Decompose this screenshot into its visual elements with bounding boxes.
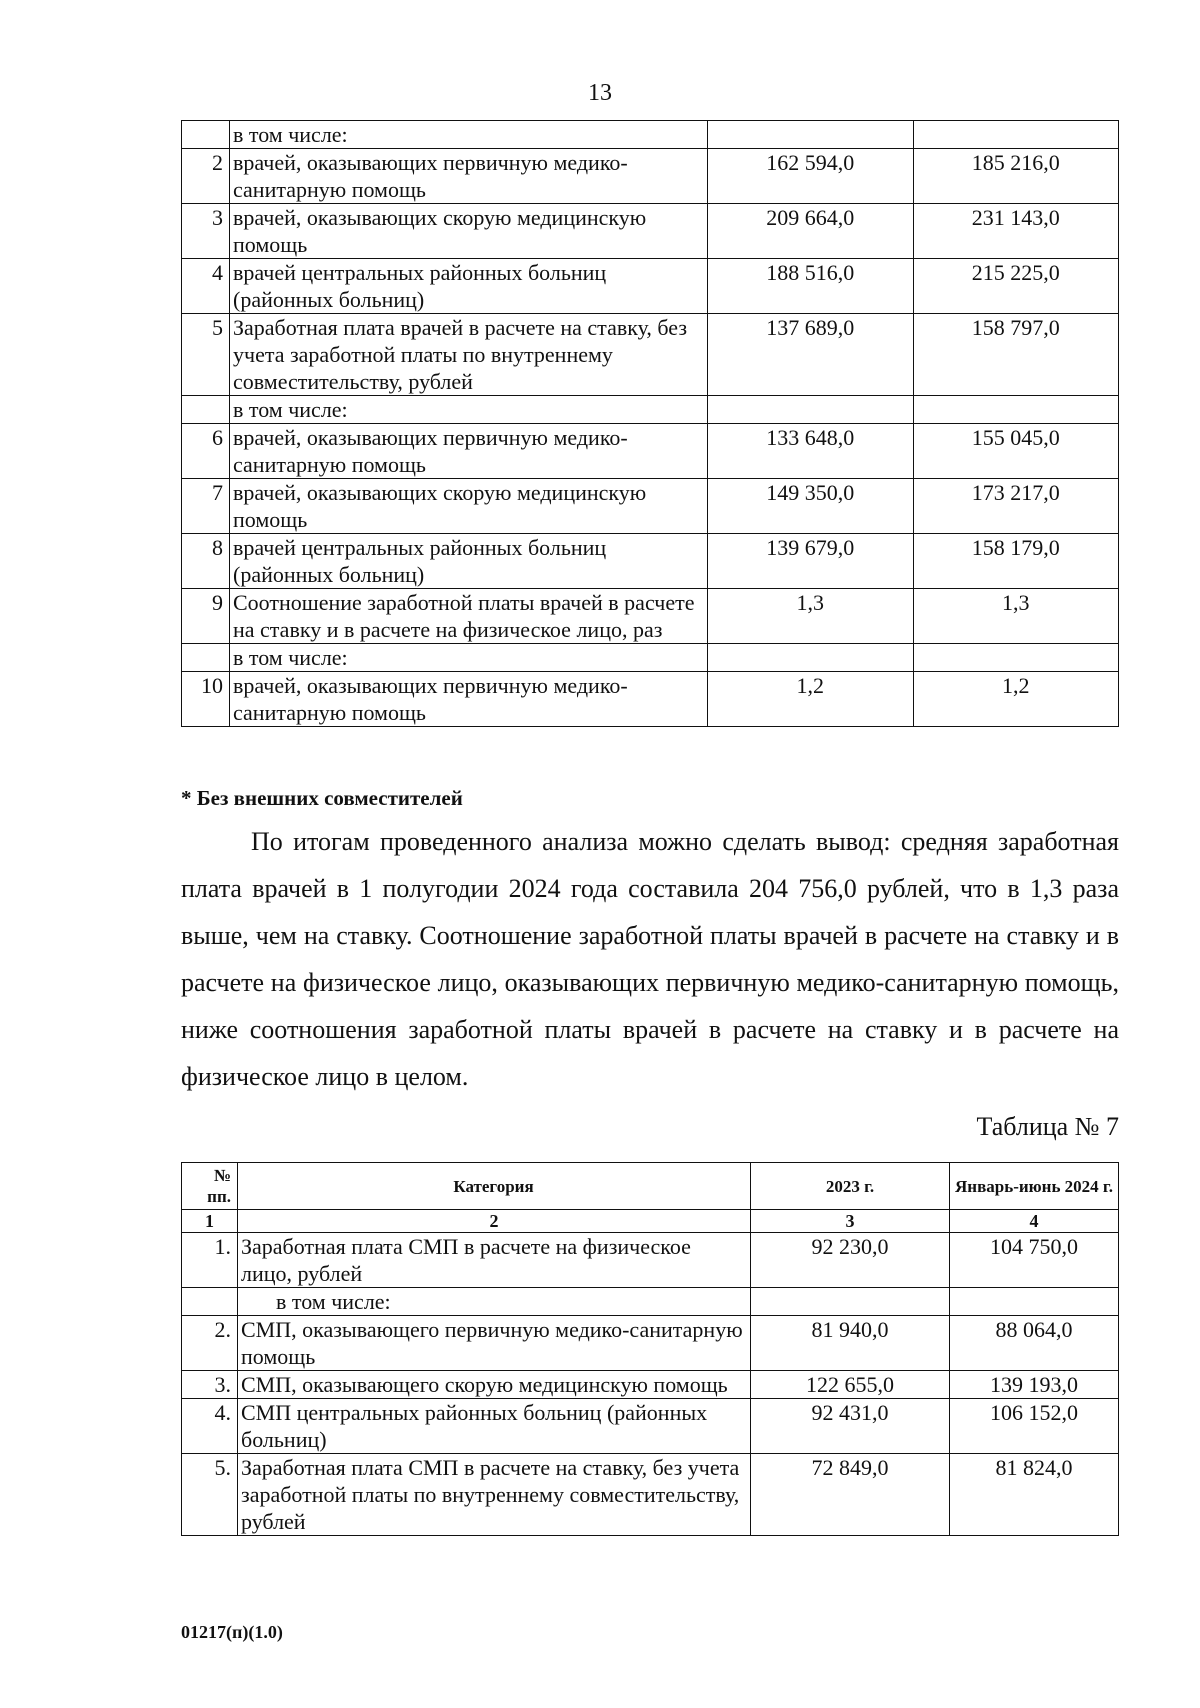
- table-row: [182, 149, 1119, 204]
- value-2024: [950, 1288, 1119, 1316]
- value-2023: 133 648,0: [708, 424, 914, 479]
- index-cell: 1: [182, 1210, 238, 1233]
- row-number: [182, 121, 230, 149]
- row-number: 4: [182, 259, 230, 314]
- value-2023: 209 664,0: [708, 204, 914, 259]
- value-2023: [708, 121, 914, 149]
- row-number: 8: [182, 534, 230, 589]
- row-number: [182, 396, 230, 424]
- row-number: 2.: [182, 1316, 238, 1371]
- row-category: врачей центральных районных больниц (районных больниц): [230, 534, 708, 589]
- value-2023: 188 516,0: [708, 259, 914, 314]
- value-2024: 215 225,0: [913, 259, 1119, 314]
- value-2024: [913, 396, 1119, 424]
- row-category: в том числе:: [230, 396, 708, 424]
- value-2023: 137 689,0: [708, 314, 914, 396]
- value-2024: 104 750,0: [950, 1233, 1119, 1288]
- row-number: [182, 1288, 238, 1316]
- table-row: [182, 314, 1119, 396]
- row-category: врачей центральных районных больниц (районных больниц): [230, 259, 708, 314]
- row-number: 5.: [182, 1454, 238, 1536]
- value-2023: 81 940,0: [751, 1316, 950, 1371]
- value-2024: 106 152,0: [950, 1399, 1119, 1454]
- table-row: [182, 1454, 1119, 1536]
- value-2024: 173 217,0: [913, 479, 1119, 534]
- value-2024: 88 064,0: [950, 1316, 1119, 1371]
- row-category: в том числе:: [230, 644, 708, 672]
- table-row: [182, 1233, 1119, 1288]
- row-number: 1.: [182, 1233, 238, 1288]
- table-row: [182, 589, 1119, 644]
- value-2024: 155 045,0: [913, 424, 1119, 479]
- value-2023: 1,2: [708, 672, 914, 727]
- value-2024: 81 824,0: [950, 1454, 1119, 1536]
- header-2024: Январь-июнь 2024 г.: [950, 1163, 1119, 1210]
- row-number: 3: [182, 204, 230, 259]
- value-2023: 92 230,0: [751, 1233, 950, 1288]
- row-number: 3.: [182, 1371, 238, 1399]
- row-category: Соотношение заработной платы врачей в расчете на ставку и в расчете на физическое лицо, раз: [230, 589, 708, 644]
- row-number: 2: [182, 149, 230, 204]
- row-category: Заработная плата врачей в расчете на ставку, без учета заработной платы по внутреннему совместительству, рублей: [230, 314, 708, 396]
- row-number: [182, 644, 230, 672]
- table-b-body: [182, 1233, 1119, 1536]
- table-b-header-row: [182, 1163, 1119, 1210]
- value-2024: 1,3: [913, 589, 1119, 644]
- value-2024: 139 193,0: [950, 1371, 1119, 1399]
- row-category: в том числе:: [238, 1288, 751, 1316]
- table-row: [182, 204, 1119, 259]
- table-row: [182, 1288, 1119, 1316]
- row-category: Заработная плата СМП в расчете на физическое лицо, рублей: [238, 1233, 751, 1288]
- row-number: 4.: [182, 1399, 238, 1454]
- document-code: 01217(п)(1.0): [181, 1622, 283, 1642]
- salary-table-nurses: [181, 1162, 1119, 1536]
- header-2023: 2023 г.: [751, 1163, 950, 1210]
- row-category: СМП, оказывающего скорую медицинскую помощь: [238, 1371, 751, 1399]
- table-row: [182, 1316, 1119, 1371]
- index-cell: 2: [238, 1210, 751, 1233]
- row-category: врачей, оказывающих скорую медицинскую помощь: [230, 204, 708, 259]
- value-2023: [708, 396, 914, 424]
- value-2024: 158 797,0: [913, 314, 1119, 396]
- conclusion-paragraph: [181, 818, 1119, 1100]
- table-b-index-row: [182, 1210, 1119, 1233]
- row-category: врачей, оказывающих первичную медико-санитарную помощь: [230, 149, 708, 204]
- value-2023: 1,3: [708, 589, 914, 644]
- row-category: в том числе:: [230, 121, 708, 149]
- table-row: [182, 644, 1119, 672]
- value-2024: 1,2: [913, 672, 1119, 727]
- value-2024: 158 179,0: [913, 534, 1119, 589]
- row-category: Заработная плата СМП в расчете на ставку, без учета заработной платы по внутреннему совместительству, рублей: [238, 1454, 751, 1536]
- salary-table-doctors: [181, 120, 1119, 727]
- conclusion-text: По итогам проведенного анализа можно сделать вывод: средняя заработная плата врачей в 1 полугодии 2024 года составила 204 756,0 рублей, что в 1,3 раза выше, чем на ставку. Соотношение заработной платы врачей в расчете на ставку и в расчете на физическое лицо, оказывающих первичную медико-санитарную помощь, ниже соотношения заработной платы врачей в расчете на ставку и в расчете на физическое лицо в целом.: [181, 827, 1119, 1091]
- value-2023: 122 655,0: [751, 1371, 950, 1399]
- index-cell: 4: [950, 1210, 1119, 1233]
- row-number: 7: [182, 479, 230, 534]
- table-row: [182, 396, 1119, 424]
- value-2023: [751, 1288, 950, 1316]
- row-category: врачей, оказывающих первичную медико-санитарную помощь: [230, 424, 708, 479]
- table-row: [182, 1399, 1119, 1454]
- table-7-label: Таблица № 7: [976, 1112, 1119, 1141]
- index-cell: 3: [751, 1210, 950, 1233]
- value-2023: 92 431,0: [751, 1399, 950, 1454]
- value-2024: 231 143,0: [913, 204, 1119, 259]
- value-2023: 72 849,0: [751, 1454, 950, 1536]
- value-2023: [708, 644, 914, 672]
- value-2024: 185 216,0: [913, 149, 1119, 204]
- header-category: Категория: [238, 1163, 751, 1210]
- row-category: врачей, оказывающих скорую медицинскую помощь: [230, 479, 708, 534]
- table-row: [182, 121, 1119, 149]
- row-number: 5: [182, 314, 230, 396]
- footnote: * Без внешних совместителей: [181, 786, 463, 810]
- table-row: [182, 1371, 1119, 1399]
- value-2024: [913, 121, 1119, 149]
- table-row: [182, 479, 1119, 534]
- row-number: 10: [182, 672, 230, 727]
- row-number: 9: [182, 589, 230, 644]
- row-category: СМП, оказывающего первичную медико-санитарную помощь: [238, 1316, 751, 1371]
- table-a-body: [182, 121, 1119, 727]
- page-number: 13: [588, 80, 612, 106]
- row-category: врачей, оказывающих первичную медико-санитарную помощь: [230, 672, 708, 727]
- row-category: СМП центральных районных больниц (районных больниц): [238, 1399, 751, 1454]
- value-2023: 162 594,0: [708, 149, 914, 204]
- header-num: № пп.: [182, 1163, 238, 1210]
- value-2023: 139 679,0: [708, 534, 914, 589]
- value-2023: 149 350,0: [708, 479, 914, 534]
- table-row: [182, 534, 1119, 589]
- table-row: [182, 259, 1119, 314]
- row-number: 6: [182, 424, 230, 479]
- table-row: [182, 672, 1119, 727]
- value-2024: [913, 644, 1119, 672]
- table-row: [182, 424, 1119, 479]
